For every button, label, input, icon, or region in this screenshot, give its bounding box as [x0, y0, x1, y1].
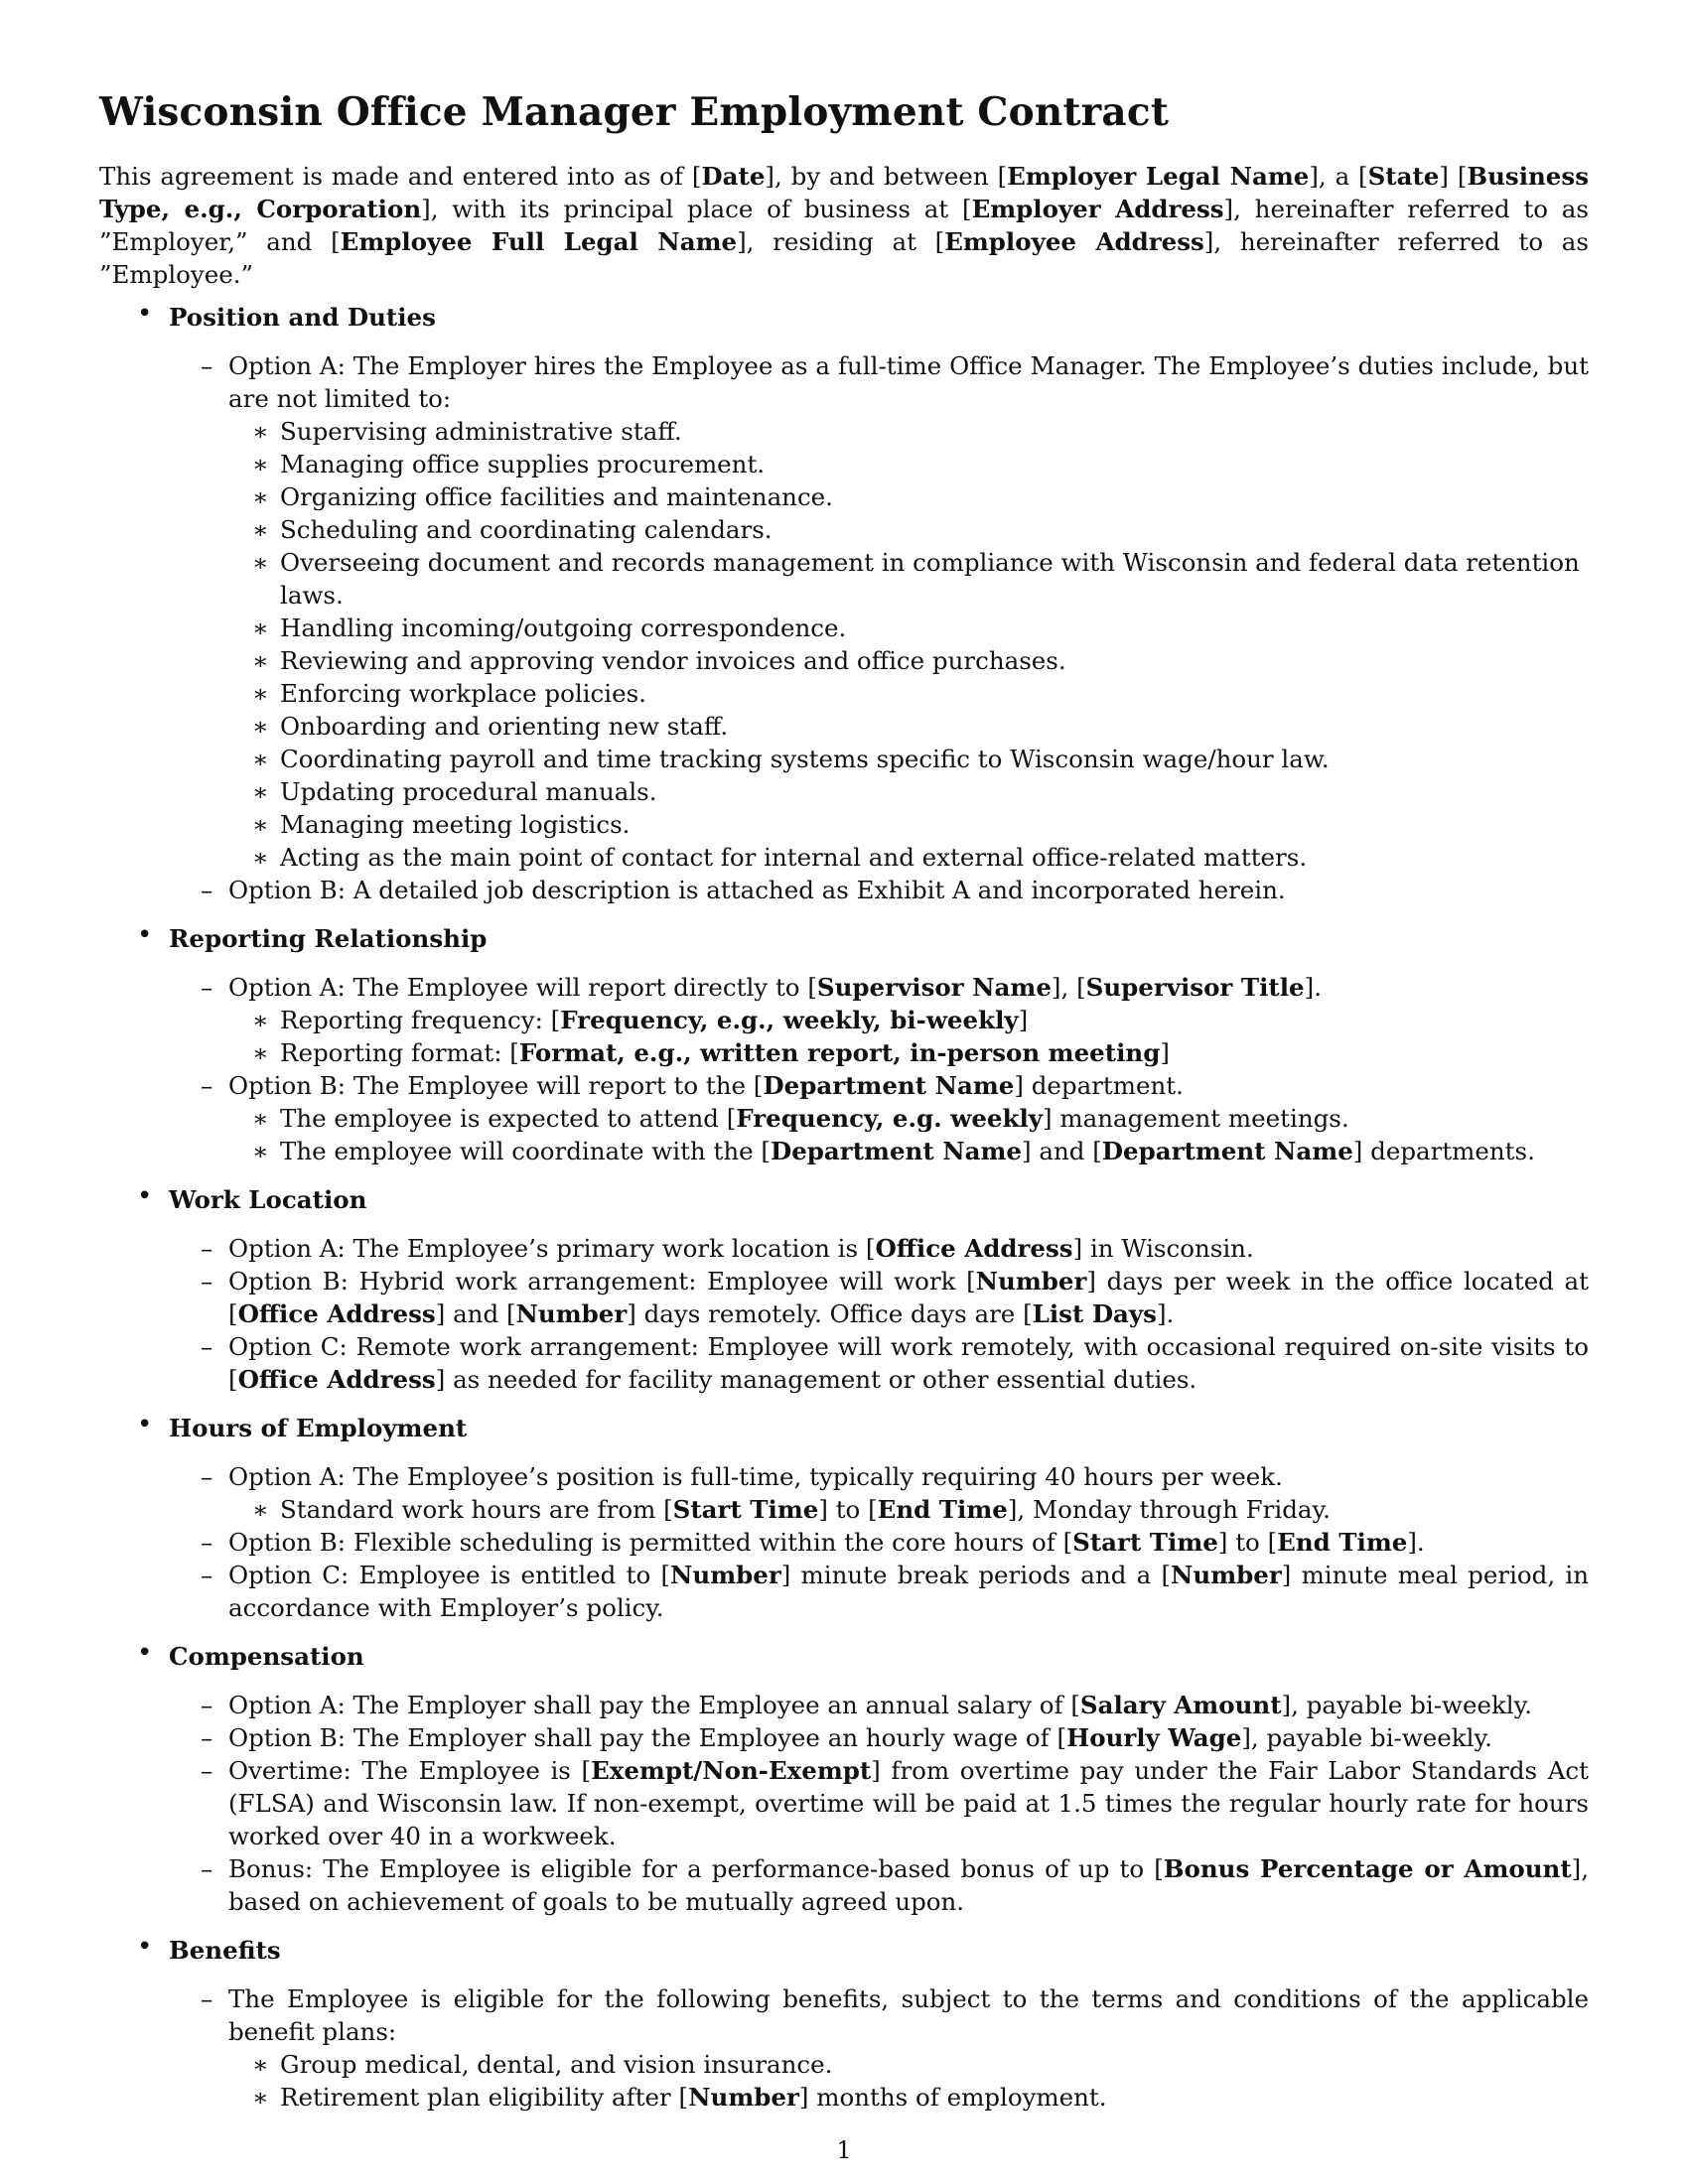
section: [99, 922, 1589, 1167]
sub-item: ∗ The employee will coordinate with the [Department Name] and [Department Name] departments.: [228, 1135, 1589, 1167]
sub-item: ∗ Reviewing and approving vendor invoices and office purchases.: [228, 644, 1589, 677]
option-item: [169, 349, 1589, 874]
sub-item: ∗ Overseeing document and records management in compliance with Wisconsin and federal data retention laws.: [228, 546, 1589, 612]
option-text: The Employee is eligible for the following benefits, subject to the terms and conditions of the applicable benefit plans:: [228, 1983, 1589, 2046]
option-item: [169, 1460, 1589, 1526]
section: [99, 1183, 1589, 1396]
option-text: Option A: The Employee will report directly to [Supervisor Name], [Supervisor Title].: [228, 972, 1322, 1002]
option-item: [169, 1852, 1589, 1918]
document-title: Wisconsin Office Manager Employment Contract: [99, 89, 1170, 135]
option-item: [169, 1721, 1589, 1754]
option-item: [169, 1754, 1589, 1852]
section-heading: • Work Location: [169, 1184, 367, 1214]
sub-item: ∗ Retirement plan eligibility after [Number] months of employment.: [228, 2081, 1589, 2114]
option-item: [169, 1559, 1589, 1624]
option-list: [169, 1232, 1589, 1396]
option-text: Option A: The Employer shall pay the Employee an annual salary of [Salary Amount], payable bi-weekly.: [228, 1690, 1533, 1719]
sub-item: ∗ Group medical, dental, and vision insurance.: [228, 2048, 1589, 2081]
sub-item: ∗ Coordinating payroll and time tracking systems specific to Wisconsin wage/hour law.: [228, 743, 1589, 775]
option-item: [169, 971, 1589, 1069]
option-text: Option A: The Employer hires the Employee as a full-time Office Manager. The Employee’s duties include, but are not limited to:: [228, 350, 1589, 413]
option-item: [169, 1232, 1589, 1265]
option-item: [169, 1265, 1589, 1330]
sub-item: ∗ Managing meeting logistics.: [228, 808, 1589, 841]
sub-item: ∗ Reporting format: [Format, e.g., written report, in-person meeting]: [228, 1036, 1589, 1069]
option-text: Option A: The Employee’s position is full-time, typically requiring 40 hours per week.: [228, 1461, 1283, 1491]
option-text: Option C: Employee is entitled to [Number] minute break periods and a [Number] minute meal period, in accordance with Employer’s policy.: [228, 1560, 1589, 1622]
option-text: Option B: The Employer shall pay the Employee an hourly wage of [Hourly Wage], payable bi-weekly.: [228, 1722, 1492, 1752]
sub-item: ∗ The employee is expected to attend [Frequency, e.g. weekly] management meetings.: [228, 1102, 1589, 1135]
sub-item-list: [228, 1102, 1589, 1167]
sub-item: ∗ Acting as the main point of contact for internal and external office-related matters.: [228, 841, 1589, 874]
option-list: [169, 1982, 1589, 2114]
section: [99, 1640, 1589, 1918]
sub-item: ∗ Supervising administrative staff.: [228, 415, 1589, 448]
section-list: [99, 301, 1589, 2114]
intro-paragraph: This agreement is made and entered into as of [Date], by and between [Employer Legal Name], a [State] [Business Type, e.g., Corporation], with its principal place of business at [Employer Address], hereinafter referred to as ”Employer,” and [Employee Full Legal Name], residing at [Employee Address], hereinafter referred to as ”Employee.”: [99, 161, 1589, 289]
section-heading: • Hours of Employment: [169, 1413, 468, 1442]
option-list: [169, 349, 1589, 906]
section: [99, 301, 1589, 906]
option-list: [169, 971, 1589, 1167]
document-page: [99, 79, 1589, 2129]
option-item: [169, 1982, 1589, 2114]
section: [99, 1934, 1589, 2114]
option-item: [169, 1330, 1589, 1396]
option-text: Option B: A detailed job description is attached as Exhibit A and incorporated herein.: [228, 875, 1286, 904]
option-text: Bonus: The Employee is eligible for a performance-based bonus of up to [Bonus Percentage or Amount], based on achievement of goals to be mutually agreed upon.: [228, 1853, 1590, 1916]
sub-item-list: [228, 2048, 1589, 2114]
sub-item: ∗ Updating procedural manuals.: [228, 775, 1589, 808]
option-text: Option B: Hybrid work arrangement: Employee will work [Number] days per week in the office located at [Office Address] and [Number] days remotely. Office days are [List Days].: [228, 1266, 1589, 1328]
section-heading: • Reporting Relationship: [169, 923, 488, 953]
sub-item-list: [228, 415, 1589, 874]
option-text: Option C: Remote work arrangement: Employee will work remotely, with occasional required on-site visits to [Office Address] as needed for facility management or other essential duties.: [228, 1331, 1589, 1394]
sub-item: ∗ Handling incoming/outgoing correspondence.: [228, 612, 1589, 644]
option-text: Option A: The Employee’s primary work location is [Office Address] in Wisconsin.: [228, 1233, 1254, 1263]
sub-item-list: [228, 1493, 1589, 1526]
sub-item: ∗ Managing office supplies procurement.: [228, 448, 1589, 480]
page-number: 1: [836, 2136, 852, 2164]
sub-item: ∗ Standard work hours are from [Start Time] to [End Time], Monday through Friday.: [228, 1493, 1589, 1526]
option-item: [169, 1526, 1589, 1559]
option-list: [169, 1460, 1589, 1624]
option-text: Overtime: The Employee is [Exempt/Non-Exempt] from overtime pay under the Fair Labor Standards Act (FLSA) and Wisconsin law. If non-exempt, overtime will be paid at 1.5 times the regular hourly rate for hours worked over 40 in a workweek.: [228, 1755, 1589, 1850]
option-item: [169, 1069, 1589, 1167]
option-item: [169, 874, 1589, 906]
section-heading: • Compensation: [169, 1641, 364, 1671]
sub-item: ∗ Organizing office facilities and maintenance.: [228, 480, 1589, 513]
sub-item: ∗ Onboarding and orienting new staff.: [228, 710, 1589, 743]
section: [99, 1412, 1589, 1624]
sub-item-list: [228, 1004, 1589, 1069]
option-text: Option B: The Employee will report to the [Department Name] department.: [228, 1070, 1184, 1100]
option-list: [169, 1689, 1589, 1918]
option-item: [169, 1689, 1589, 1721]
sub-item: ∗ Scheduling and coordinating calendars.: [228, 513, 1589, 546]
section-heading: • Position and Duties: [169, 302, 436, 332]
option-text: Option B: Flexible scheduling is permitted within the core hours of [Start Time] to [End Time].: [228, 1527, 1425, 1557]
sub-item: ∗ Enforcing workplace policies.: [228, 677, 1589, 710]
sub-item: ∗ Reporting frequency: [Frequency, e.g., weekly, bi-weekly]: [228, 1004, 1589, 1036]
section-heading: • Benefits: [169, 1935, 281, 1965]
